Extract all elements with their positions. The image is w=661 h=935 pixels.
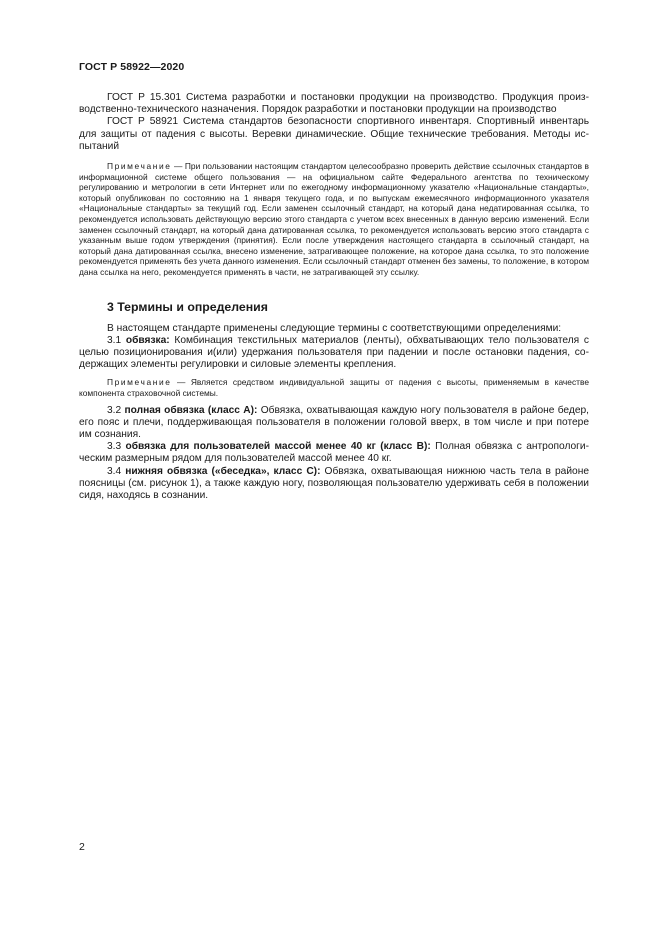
term-definition: Полная обвязка с антропологическим размерным рядом для пользователей массой менее 40 кг. <box>79 441 589 465</box>
term-3-1 <box>79 335 589 372</box>
term-name: обвязка: <box>125 334 170 346</box>
reference-gost-58921: ГОСТ Р 58921 Система стандартов безопасности спортивного инвентаря. Спортивный инвентарь для защиты от падения с высоты. Веревки динамические. Общие технические требования. Методы испытаний <box>79 116 589 152</box>
note-label: Примечание <box>107 377 172 388</box>
term-definition: Комбинация текстильных материалов (ленты), обхватывающих тело пользователя с целью позиционирования и(или) удержания пользователя при падении и после остановки падения, содержащих элементы регулировки и силовые элементы крепления. <box>79 334 589 371</box>
term-definition: Обвязка, охватывающая нижнюю часть тела в районе поясницы (см. рисунок 1), а также каждую ногу, позволяющая пользователю удерживать себя в положении сидя, находясь в сознании. <box>79 465 589 501</box>
term-number: 3.1 <box>107 334 126 346</box>
note-label: Примечание <box>107 161 172 172</box>
document-header: ГОСТ Р 58922—2020 <box>79 61 185 73</box>
note-text: — Является средством индивидуальной защиты от падения с высоты, применяемым в качестве компонента страховочной системы. <box>79 377 589 398</box>
section-intro: В настоящем стандарте применены следующие термины с соответствующими определениями: <box>107 322 562 334</box>
references-note <box>79 161 589 278</box>
term-name: обвязка для пользователей массой менее 40 кг (класс В): <box>125 441 431 453</box>
term-name: полная обвязка (класс А): <box>124 404 258 416</box>
note-text: — При пользовании настоящим стандартом целесообразно проверить действие ссылочных стандартов в информационной системе общего пользования — на официальном сайте Федерального агентства по техническому регулированию и метрологии в сети Интернет или по ежегодному информационному указателю «Национальные стандарты», который опубликован по состоянию на 1 января текущего года, и по выпускам ежемесячного информационного указателя «Национальные стандарты» за текущий год. Если заменен ссылочный стандарт, на который дана недатированная ссылка, то рекомендуется использовать действующую версию этого стандарта с учетом всех внесенных в данную версию изменений. Если заменен ссылочный стандарт, на который дана датированная ссылка, то рекомендуется использовать версию этого стандарта с указанным выше годом утверждения (принятия). Если после утверждения настоящего стандарта в ссылочный стандарт, на который дана датированная ссылка, внесено изменение, затрагивающее положение, на которое дана ссылка, то это положение рекомендуется применять без учета данного изменения. Если ссылочный стандарт отменен без замены, то положение, в котором дана ссылка на него, рекомендуется применять в части, не затрагивающей эту ссылку. <box>79 161 589 277</box>
term-number: 3.3 <box>107 441 126 453</box>
page-content <box>79 92 589 502</box>
term-number: 3.2 <box>107 404 125 416</box>
reference-gost-15-301: ГОСТ Р 15.301 Система разработки и постановки продукции на производство. Продукция производственно-технического назначения. Порядок разработки и постановки продукции на производство <box>79 92 589 116</box>
term-definition: Обвязка, охватывающая каждую ногу пользователя в районе бедер, его пояс и плечи, поддерживающая пользователя в положении головой вверх, в том числе и при потере им сознания. <box>79 404 589 440</box>
term-3-4 <box>79 466 589 503</box>
term-name: нижняя обвязка («беседка», класс С): <box>125 465 321 477</box>
term-number: 3.4 <box>107 465 126 477</box>
term-note <box>79 377 589 398</box>
page-number: 2 <box>79 841 85 853</box>
section-heading: 3 Термины и определения <box>107 299 268 314</box>
term-3-3 <box>79 441 589 465</box>
term-3-2 <box>79 405 589 442</box>
